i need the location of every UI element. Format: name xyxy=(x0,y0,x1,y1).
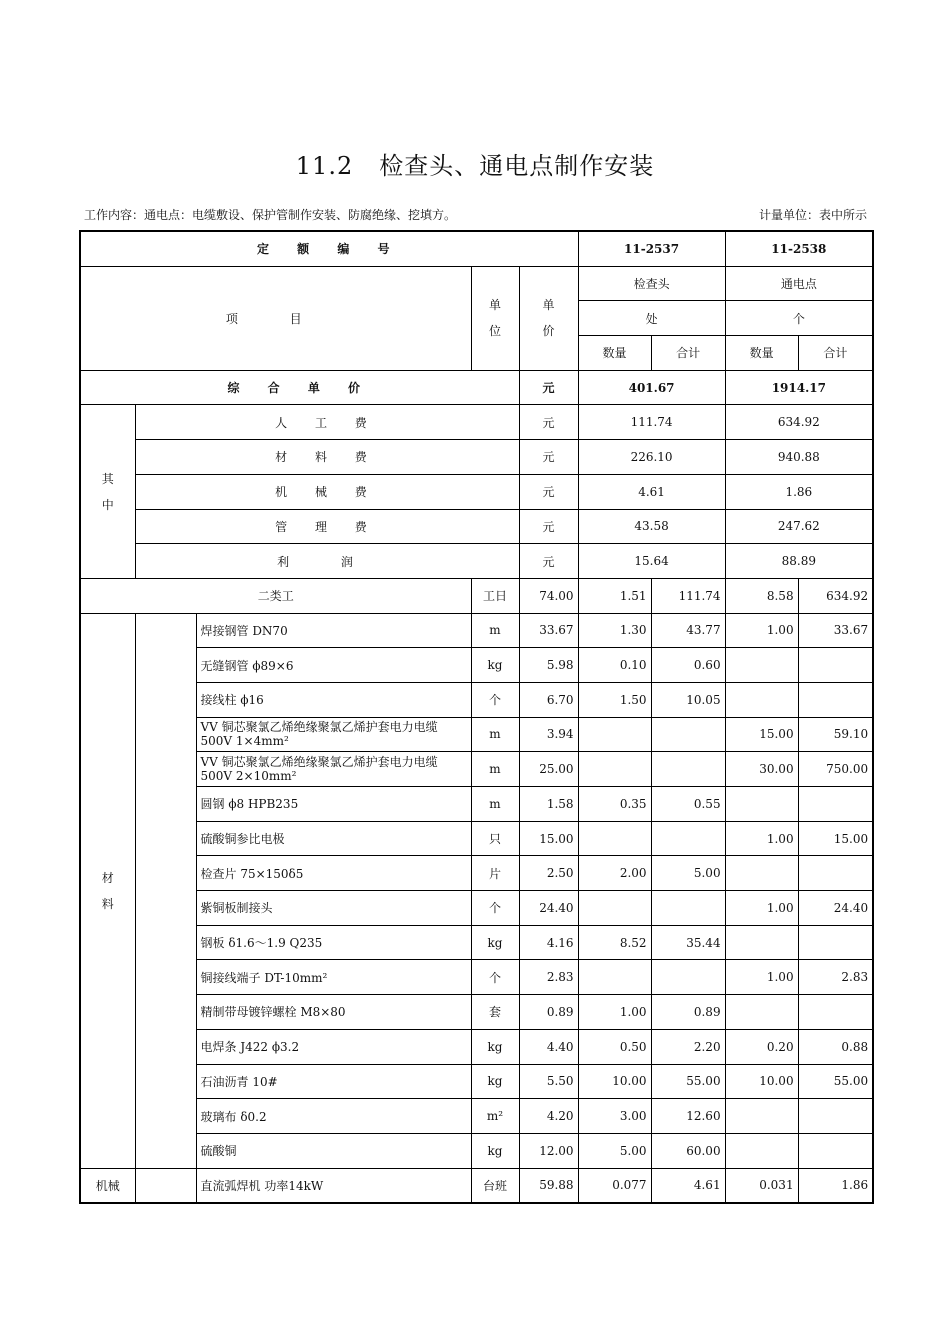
unit-header xyxy=(471,266,519,370)
summary-label: 综 合 单 价 xyxy=(80,370,519,405)
breakdown-value-2: 634.92 xyxy=(725,405,873,440)
machinery-group: 机械 xyxy=(80,1168,135,1203)
material-name xyxy=(196,752,471,787)
material-sum-1: 0.89 xyxy=(651,995,725,1030)
material-qty-1: 3.00 xyxy=(578,1099,651,1134)
material-qty-2: 1.00 xyxy=(725,960,798,995)
material-sum-2: 33.67 xyxy=(798,613,873,648)
breakdown-unit: 元 xyxy=(519,405,578,440)
qty-label-2: 数量 xyxy=(725,336,798,371)
summary-value-1: 401.67 xyxy=(578,370,725,405)
material-unit: m xyxy=(471,717,519,752)
breakdown-value-2: 940.88 xyxy=(725,440,873,475)
unit-header-line2: 位 xyxy=(488,324,501,339)
material-row xyxy=(80,613,873,648)
summary-unit: 元 xyxy=(519,370,578,405)
material-price: 2.50 xyxy=(519,856,578,891)
breakdown-label: 人 工 费 xyxy=(135,405,519,440)
material-unit: 个 xyxy=(471,682,519,717)
unit-note: 计量单位：表中所示 xyxy=(758,208,867,222)
material-unit: kg xyxy=(471,1064,519,1099)
material-sum-1 xyxy=(651,960,725,995)
breakdown-value-1: 43.58 xyxy=(578,509,725,544)
breakdown-label: 利 润 xyxy=(135,544,519,579)
material-sum-1: 0.60 xyxy=(651,648,725,683)
material-qty-2: 1.00 xyxy=(725,613,798,648)
material-qty-1: 0.10 xyxy=(578,648,651,683)
material-price: 2.83 xyxy=(519,960,578,995)
machinery-qty-2: 0.031 xyxy=(725,1168,798,1203)
summary-value-2: 1914.17 xyxy=(725,370,873,405)
labor-qty-1: 1.51 xyxy=(578,578,651,613)
labor-sum-2: 634.92 xyxy=(798,578,873,613)
machinery-unit: 台班 xyxy=(471,1168,519,1203)
material-qty-1: 10.00 xyxy=(578,1064,651,1099)
header-row-1 xyxy=(80,266,873,301)
material-sum-2 xyxy=(798,995,873,1030)
material-name: 检查片 75×150δ5 xyxy=(196,856,471,891)
material-sum-1: 43.77 xyxy=(651,613,725,648)
breakdown-value-2: 1.86 xyxy=(725,474,873,509)
material-sum-2 xyxy=(798,925,873,960)
material-qty-1: 8.52 xyxy=(578,925,651,960)
material-row xyxy=(80,1133,873,1168)
material-name: 硫酸铜 xyxy=(196,1133,471,1168)
material-unit: 片 xyxy=(471,856,519,891)
material-price: 1.58 xyxy=(519,787,578,822)
material-group-line1: 材 xyxy=(101,870,114,885)
material-row xyxy=(80,891,873,926)
quota-no-label: 定 额 编 号 xyxy=(80,231,578,266)
material-qty-2 xyxy=(725,995,798,1030)
material-name: 钢板 δ1.6～1.9 Q235 xyxy=(196,925,471,960)
material-row xyxy=(80,925,873,960)
material-sum-2: 59.10 xyxy=(798,717,873,752)
material-qty-1 xyxy=(578,752,651,787)
material-row xyxy=(80,752,873,787)
material-qty-1: 5.00 xyxy=(578,1133,651,1168)
labor-row xyxy=(80,578,873,613)
material-sum-1: 35.44 xyxy=(651,925,725,960)
material-row xyxy=(80,648,873,683)
material-sum-2 xyxy=(798,787,873,822)
section-number: 11.2 xyxy=(295,152,354,180)
material-qty-1 xyxy=(578,960,651,995)
material-row xyxy=(80,787,873,822)
quota-code-row xyxy=(80,231,873,266)
material-sum-1 xyxy=(651,891,725,926)
breakdown-unit: 元 xyxy=(519,440,578,475)
material-name-line2: 500V 1×4mm² xyxy=(200,734,289,749)
material-unit: 个 xyxy=(471,891,519,926)
material-row xyxy=(80,682,873,717)
material-price: 25.00 xyxy=(519,752,578,787)
material-qty-2 xyxy=(725,1099,798,1134)
machinery-name: 直流弧焊机 功率14kW xyxy=(196,1168,471,1203)
material-row xyxy=(80,995,873,1030)
sum-label-2: 合计 xyxy=(798,336,873,371)
material-qty-2 xyxy=(725,856,798,891)
material-row xyxy=(80,1029,873,1064)
breakdown-row xyxy=(80,440,873,475)
summary-row xyxy=(80,370,873,405)
material-name: 紫铜板制接头 xyxy=(196,891,471,926)
labor-price: 74.00 xyxy=(519,578,578,613)
material-sum-1: 2.20 xyxy=(651,1029,725,1064)
breakdown-value-1: 111.74 xyxy=(578,405,725,440)
price-header-line1: 单 xyxy=(542,298,555,313)
material-row xyxy=(80,717,873,752)
breakdown-row xyxy=(80,544,873,579)
material-sum-1: 0.55 xyxy=(651,787,725,822)
material-qty-1: 2.00 xyxy=(578,856,651,891)
material-name: 石油沥青 10# xyxy=(196,1064,471,1099)
material-unit: m xyxy=(471,752,519,787)
breakdown-unit: 元 xyxy=(519,474,578,509)
material-price: 24.40 xyxy=(519,891,578,926)
material-price: 0.89 xyxy=(519,995,578,1030)
material-price: 4.20 xyxy=(519,1099,578,1134)
material-price: 4.16 xyxy=(519,925,578,960)
material-sum-2 xyxy=(798,648,873,683)
material-qty-2 xyxy=(725,1133,798,1168)
item-name-1: 检查头 xyxy=(578,266,725,301)
breakdown-value-1: 226.10 xyxy=(578,440,725,475)
breakdown-group xyxy=(80,405,135,578)
quota-table xyxy=(79,230,874,1204)
material-name: 铜接线端子 DT-10mm² xyxy=(196,960,471,995)
labor-unit: 工日 xyxy=(471,578,519,613)
material-qty-1: 1.50 xyxy=(578,682,651,717)
qty-label-1: 数量 xyxy=(578,336,651,371)
breakdown-row xyxy=(80,405,873,440)
material-qty-2: 10.00 xyxy=(725,1064,798,1099)
material-sum-2: 750.00 xyxy=(798,752,873,787)
material-unit: m xyxy=(471,787,519,822)
material-price: 5.98 xyxy=(519,648,578,683)
section-title: 检查头、通电点制作安装 xyxy=(379,152,655,180)
breakdown-label: 管 理 费 xyxy=(135,509,519,544)
material-row xyxy=(80,856,873,891)
material-sum-1: 12.60 xyxy=(651,1099,725,1134)
material-row xyxy=(80,1099,873,1134)
labor-label: 二类工 xyxy=(80,578,471,613)
material-qty-1 xyxy=(578,821,651,856)
material-unit: 只 xyxy=(471,821,519,856)
material-qty-2: 0.20 xyxy=(725,1029,798,1064)
breakdown-value-2: 88.89 xyxy=(725,544,873,579)
breakdown-value-1: 15.64 xyxy=(578,544,725,579)
material-name: 精制带母镀锌螺栓 M8×80 xyxy=(196,995,471,1030)
machinery-spacer xyxy=(135,1168,196,1203)
material-sum-2: 2.83 xyxy=(798,960,873,995)
material-sum-1 xyxy=(651,752,725,787)
labor-qty-2: 8.58 xyxy=(725,578,798,613)
breakdown-row xyxy=(80,474,873,509)
material-group xyxy=(80,613,135,1168)
material-qty-2 xyxy=(725,682,798,717)
material-sum-2 xyxy=(798,1133,873,1168)
material-qty-1: 1.30 xyxy=(578,613,651,648)
material-name-line1: VV 铜芯聚氯乙烯绝缘聚氯乙烯护套电力电缆 xyxy=(200,720,438,735)
breakdown-row xyxy=(80,509,873,544)
material-qty-2: 15.00 xyxy=(725,717,798,752)
breakdown-group-line1: 其 xyxy=(101,471,114,486)
material-unit: m xyxy=(471,613,519,648)
material-sum-2: 55.00 xyxy=(798,1064,873,1099)
material-qty-2 xyxy=(725,925,798,960)
material-price: 6.70 xyxy=(519,682,578,717)
material-spacer xyxy=(135,613,196,1168)
material-row xyxy=(80,1064,873,1099)
material-unit: 个 xyxy=(471,960,519,995)
material-name: 无缝钢管 ϕ89×6 xyxy=(196,648,471,683)
material-qty-1 xyxy=(578,891,651,926)
material-name: 焊接钢管 DN70 xyxy=(196,613,471,648)
work-content: 工作内容：通电点：电缆敷设、保护管制作安装、防腐绝缘、挖填方。 xyxy=(84,208,457,222)
material-qty-2: 1.00 xyxy=(725,821,798,856)
material-qty-1: 0.35 xyxy=(578,787,651,822)
material-qty-2 xyxy=(725,648,798,683)
material-row xyxy=(80,821,873,856)
item-label: 项 目 xyxy=(80,266,471,370)
machinery-sum-2: 1.86 xyxy=(798,1168,873,1203)
material-sum-1: 5.00 xyxy=(651,856,725,891)
material-unit: kg xyxy=(471,925,519,960)
breakdown-value-1: 4.61 xyxy=(578,474,725,509)
material-qty-2: 1.00 xyxy=(725,891,798,926)
material-unit: 套 xyxy=(471,995,519,1030)
material-sum-1: 10.05 xyxy=(651,682,725,717)
machinery-qty-1: 0.077 xyxy=(578,1168,651,1203)
breakdown-label: 材 料 费 xyxy=(135,440,519,475)
item-name-2: 通电点 xyxy=(725,266,873,301)
quota-code-2: 11-2538 xyxy=(725,231,873,266)
price-header xyxy=(519,266,578,370)
material-name: 玻璃布 δ0.2 xyxy=(196,1099,471,1134)
page-title xyxy=(0,146,950,181)
material-name: 圆钢 ϕ8 HPB235 xyxy=(196,787,471,822)
material-price: 4.40 xyxy=(519,1029,578,1064)
material-price: 33.67 xyxy=(519,613,578,648)
material-sum-1: 55.00 xyxy=(651,1064,725,1099)
material-sum-2: 15.00 xyxy=(798,821,873,856)
material-sum-1: 60.00 xyxy=(651,1133,725,1168)
material-sum-1 xyxy=(651,821,725,856)
material-row xyxy=(80,960,873,995)
material-price: 3.94 xyxy=(519,717,578,752)
material-price: 12.00 xyxy=(519,1133,578,1168)
material-name: 电焊条 J422 ϕ3.2 xyxy=(196,1029,471,1064)
machinery-row xyxy=(80,1168,873,1203)
material-group-line2: 料 xyxy=(101,896,114,911)
material-name xyxy=(196,717,471,752)
material-sum-2: 0.88 xyxy=(798,1029,873,1064)
material-qty-1: 0.50 xyxy=(578,1029,651,1064)
sum-label-1: 合计 xyxy=(651,336,725,371)
material-sum-2 xyxy=(798,1099,873,1134)
material-qty-2 xyxy=(725,787,798,822)
material-unit: kg xyxy=(471,1133,519,1168)
material-unit: m² xyxy=(471,1099,519,1134)
material-sum-2 xyxy=(798,682,873,717)
meta-line xyxy=(84,206,867,223)
material-price: 5.50 xyxy=(519,1064,578,1099)
breakdown-unit: 元 xyxy=(519,509,578,544)
material-unit: kg xyxy=(471,1029,519,1064)
material-name-line2: 500V 2×10mm² xyxy=(200,769,297,784)
material-name: 接线柱 ϕ16 xyxy=(196,682,471,717)
measure-2: 个 xyxy=(725,301,873,336)
material-sum-2: 24.40 xyxy=(798,891,873,926)
quota-code-1: 11-2537 xyxy=(578,231,725,266)
labor-sum-1: 111.74 xyxy=(651,578,725,613)
material-sum-2 xyxy=(798,856,873,891)
breakdown-label: 机 械 费 xyxy=(135,474,519,509)
measure-1: 处 xyxy=(578,301,725,336)
price-header-line2: 价 xyxy=(542,324,555,339)
material-qty-1 xyxy=(578,717,651,752)
unit-header-line1: 单 xyxy=(488,298,501,313)
material-name: 硫酸铜参比电极 xyxy=(196,821,471,856)
material-qty-1: 1.00 xyxy=(578,995,651,1030)
material-name-line1: VV 铜芯聚氯乙烯绝缘聚氯乙烯护套电力电缆 xyxy=(200,755,438,770)
machinery-price: 59.88 xyxy=(519,1168,578,1203)
material-qty-2: 30.00 xyxy=(725,752,798,787)
breakdown-value-2: 247.62 xyxy=(725,509,873,544)
material-sum-1 xyxy=(651,717,725,752)
machinery-sum-1: 4.61 xyxy=(651,1168,725,1203)
breakdown-unit: 元 xyxy=(519,544,578,579)
material-price: 15.00 xyxy=(519,821,578,856)
material-unit: kg xyxy=(471,648,519,683)
breakdown-group-line2: 中 xyxy=(101,497,114,512)
